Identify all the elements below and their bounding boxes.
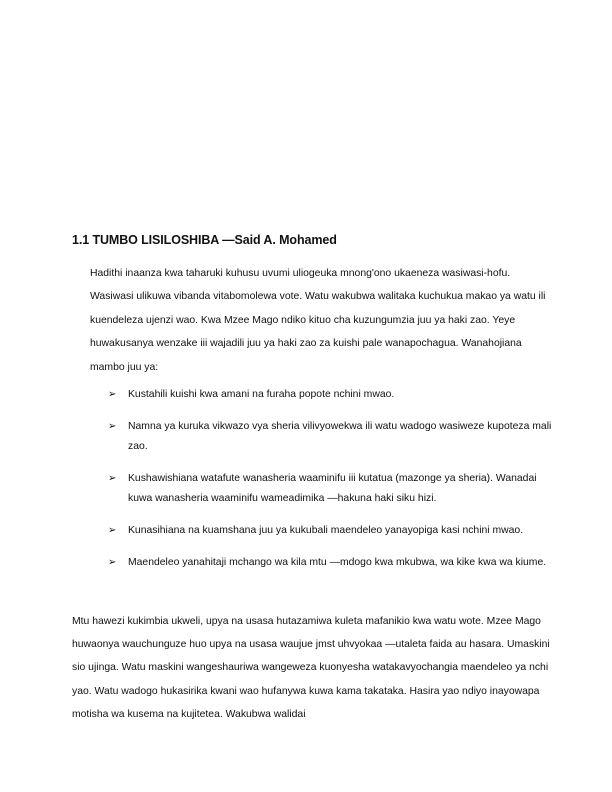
list-item-text: Kustahili kuishi kwa amani na furaha popote nchini mwao. [128, 389, 395, 400]
list-item [108, 469, 558, 509]
arrow-bullet-icon: ➢ [108, 421, 117, 432]
bullet-list [108, 385, 558, 585]
arrow-bullet-icon: ➢ [108, 389, 117, 400]
list-item [108, 385, 558, 405]
list-item [108, 553, 558, 573]
list-item-text: Namna ya kuruka vikwazo vya sheria vilivyowekwa ili watu wadogo wasiweze kupoteza mali zao. [128, 421, 552, 452]
intro-text: Hadithi inaanza kwa taharuki kuhusu uvumi uliogeuka mnong'ono ukaeneza wasiwasi-hofu. Wasiwasi ulikuwa vibanda vitabomolewa vote. Watu wakubwa walitaka kuchukua makao ya watu ili kuendeleza ujenzi wao. Kwa Mzee Mago ndiko kituo cha kuzungumzia juu ya haki zao. Yeye huwakusanya wenzake iii wajadili juu ya haki zao za kuishi pale wanapochagua. Wanahojiana mambo juu ya: [90, 268, 546, 373]
closing-paragraph [72, 610, 550, 726]
intro-paragraph [90, 262, 550, 379]
list-item [108, 417, 558, 457]
arrow-bullet-icon: ➢ [108, 557, 117, 568]
arrow-bullet-icon: ➢ [108, 525, 117, 536]
section-heading: 1.1 TUMBO LISILOSHIBA —Said A. Mohamed [72, 233, 337, 247]
list-item-text: Kushawishiana watafute wanasheria waaminifu iii kutatua (mazonge ya sheria). Wanadai kuwa wanasheria waaminifu wameadimika —hakuna haki siku hizi. [128, 473, 537, 504]
list-item [108, 521, 558, 541]
arrow-bullet-icon: ➢ [108, 473, 117, 484]
list-item-text: Maendeleo yanahitaji mchango wa kila mtu —mdogo kwa mkubwa, wa kike kwa wa kiume. [128, 557, 547, 568]
closing-text: Mtu hawezi kukimbia ukweli, upya na usasa hutazamiwa kuleta mafanikio kwa watu wote. Mzee Mago huwaonya wauchunguze huo upya na usasa waujue jmst uhvyokaa —utaleta faida au hasara. Umaskini sio ujinga. Watu maskini wangeshauriwa wangeweza kuonyesha watakavyochangia maendeleo ya nchi yao. Watu wadogo hukasirika kwani wao hufanywa kuwa kama takataka. Hasira yao ndiyo inayowapa motisha wa kusema na kujitetea. Wakubwa walidai [72, 616, 550, 720]
list-item-text: Kunasihiana na kuamshana juu ya kukubali maendeleo yanayopiga kasi nchini mwao. [128, 525, 524, 536]
